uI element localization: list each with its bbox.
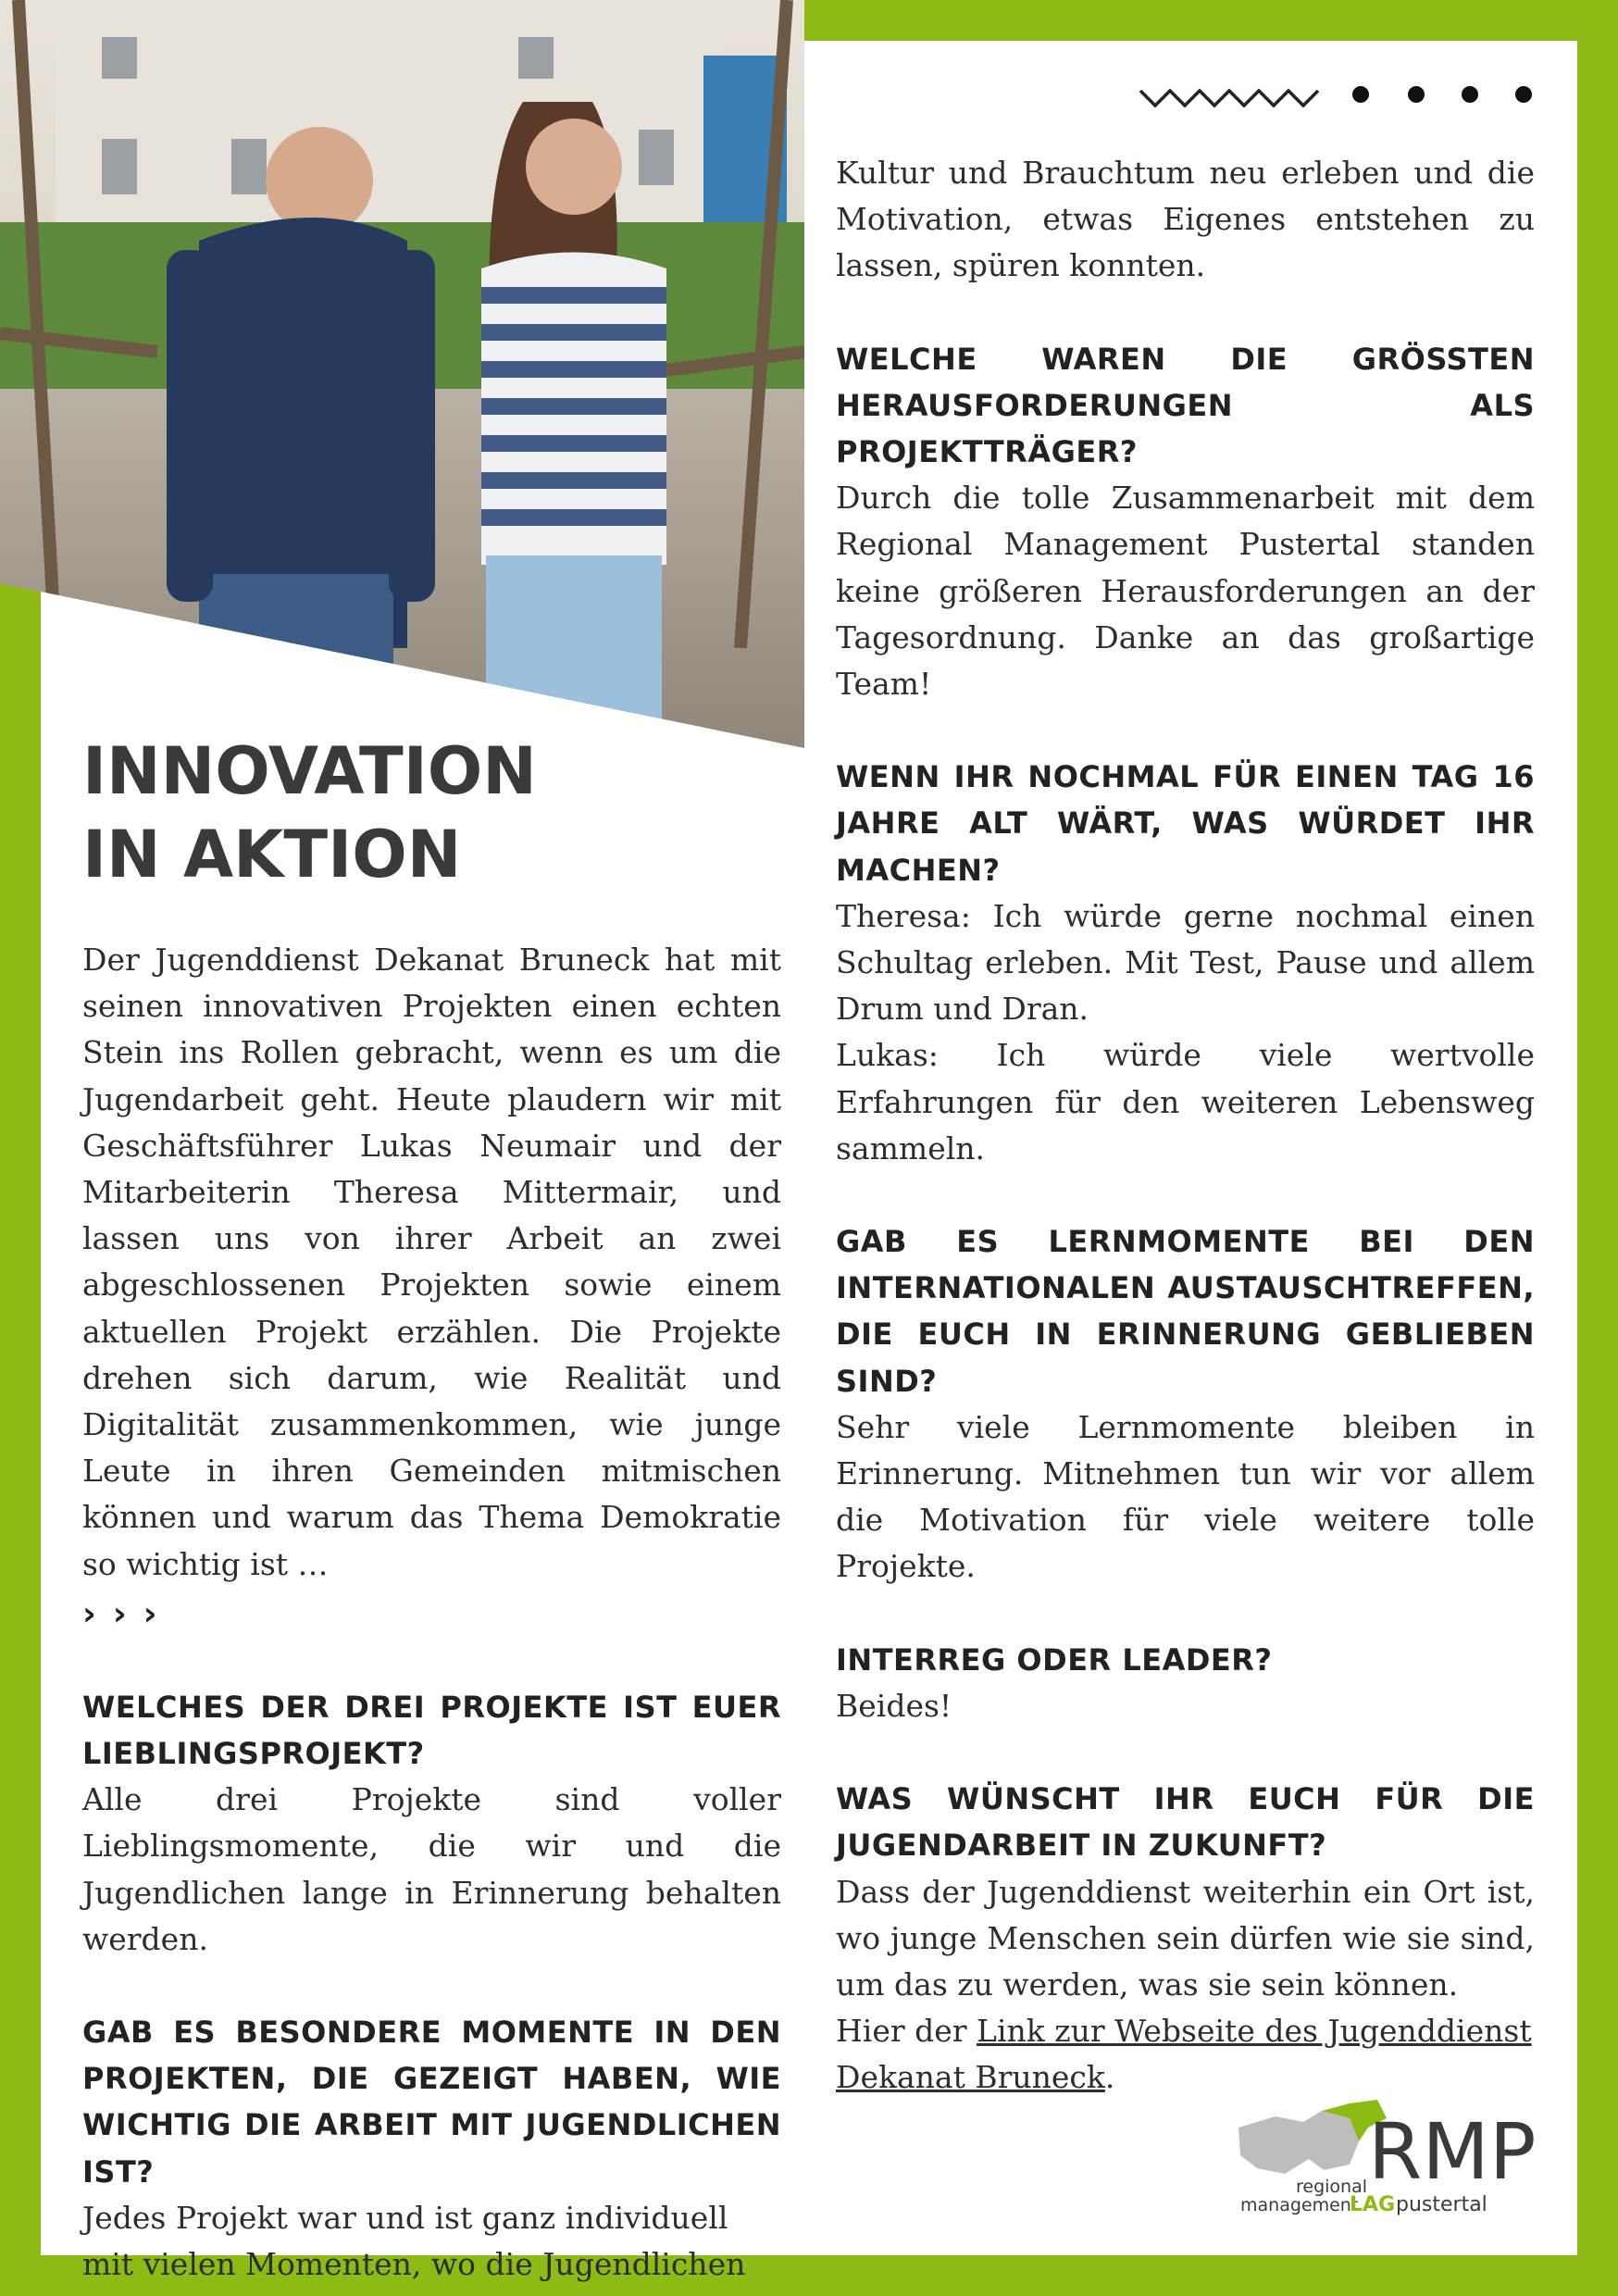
link-prefix: Hier der — [836, 2013, 977, 2050]
answer-paragraph: Sehr viele Lernmomente bleiben in Erinnerung. Mitnehmen tun wir vor allem die Motivation für viele weitere tolle Projekte. — [836, 1408, 1535, 1585]
question-heading: WAS WÜNSCHT IHR EUCH FÜR DIE JUGENDARBEIT IN ZUKUNFT? — [836, 1781, 1535, 1864]
link-suffix: . — [1104, 2059, 1115, 2096]
rmp-logo — [1220, 2090, 1539, 2220]
question-heading: WELCHE WAREN DIE GRÖSSTEN HERAUSFORDERUNGEN ALS PROJEKTTRÄGER? — [836, 341, 1535, 470]
right-column — [836, 150, 1535, 2102]
logo-lag-text: LAG — [1350, 2193, 1396, 2216]
arrows-divider — [82, 1591, 781, 1638]
answer-paragraph: Dass der Jugenddienst weiterhin ein Ort ist, wo junge Menschen sein dürfen wie sie sind, um das zu werden, was sie sein können. — [836, 1873, 1535, 2003]
decorative-zigzag-dots — [1139, 78, 1546, 115]
answer-paragraph: Jedes Projekt war und ist ganz individuell mit vielen Momenten, wo die Jugendlichen — [82, 2199, 746, 2283]
website-link[interactable]: Link zur Webseite des Jugenddienst Dekanat Bruneck — [836, 2013, 1532, 2096]
logo-pustertal-text: pustertal — [1396, 2193, 1487, 2216]
question-heading: INTERREG ODER LEADER? — [836, 1641, 1273, 1678]
answer-paragraph: Kultur und Brauchtum neu erleben und die Motivation, etwas Eigenes entstehen zu lassen, spüren konnten. — [836, 155, 1535, 284]
question-heading: GAB ES BESONDERE MOMENTE IN DEN PROJEKTEN, DIE GEZEIGT HABEN, WIE WICHTIG DIE ARBEIT MIT JUGENDLICHEN IST? — [82, 2015, 781, 2190]
logo-rmp-text: RMP — [1368, 2106, 1537, 2197]
question-heading: WENN IHR NOCHMAL FÜR EINEN TAG 16 JAHRE ALT WÄRT, WAS WÜRDET IHR MACHEN? — [836, 759, 1535, 888]
chevron-right-icon: › — [143, 1594, 157, 1633]
link-paragraph — [836, 2008, 1535, 2101]
page-title — [82, 730, 730, 896]
answer-paragraph: Theresa: Ich würde gerne nochmal einen Schultag erleben. Mit Test, Pause und allem Drum und Dran. — [836, 897, 1535, 1028]
answer-paragraph: Beides! — [836, 1687, 952, 1724]
answer-paragraph: Lukas: Ich würde viele wertvolle Erfahrungen für den weiteren Lebensweg sammeln. — [836, 1037, 1535, 1167]
answer-paragraph: Durch die tolle Zusammenarbeit mit dem Regional Management Pustertal standen keine größeren Herausforderungen an der Tagesordnung. Danke an das großartige Team! — [836, 480, 1535, 703]
answer-paragraph: Alle drei Projekte sind voller Lieblingsmomente, die wir und die Jugendlichen lange in Erinnerung behalten werden. — [82, 1781, 781, 1957]
chevron-right-icon: › — [82, 1594, 96, 1633]
logo-management-text: management — [1240, 2195, 1359, 2215]
question-heading: GAB ES LERNMOMENTE BEI DEN INTERNATIONALEN AUSTAUSCHTREFFEN, DIE EUCH IN ERINNERUNG GEBLIEBEN SIND? — [836, 1224, 1535, 1399]
title-line-1: INNOVATION — [82, 733, 537, 809]
chevron-right-icon: › — [112, 1594, 127, 1633]
logo-regional-text: regional — [1296, 2177, 1368, 2197]
left-column — [82, 937, 781, 2288]
title-line-2: IN AKTION — [82, 817, 462, 892]
question-heading: WELCHES DER DREI PROJEKTE IST EUER LIEBLINGSPROJEKT? — [82, 1689, 781, 1772]
intro-paragraph: Der Jugenddienst Dekanat Bruneck hat mit seinen innovativen Projekten einen echten Stein ins Rollen gebracht, wenn es um die Jugendarbeit geht. Heute plaudern wir mit Geschäftsführer Lukas Neumair und der Mitarbeiterin Theresa Mittermair, und lassen uns von ihrer Arbeit an zwei abgeschlossenen Projekten sowie einem aktuellen Projekt erzählen. Die Projekte drehen sich darum, wie Realität und Digitalität zusammenkommen, wie junge Leute in ihren Gemeinden mitmischen können und warum das Thema Demokratie so wichtig ist … — [82, 942, 781, 1582]
